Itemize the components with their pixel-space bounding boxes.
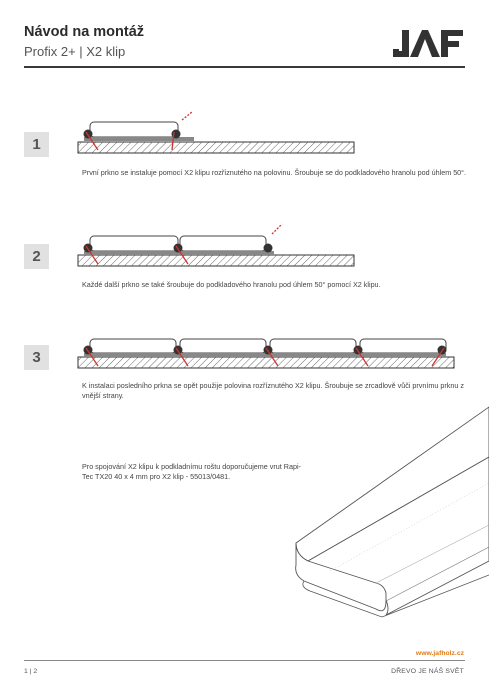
website-link[interactable]: www.jafholz.cz xyxy=(415,650,464,657)
clip-icon xyxy=(264,244,273,253)
step-3-badge: 3 xyxy=(24,345,49,370)
board-profile-illustration xyxy=(290,405,489,623)
step-2-text: Každé další prkno se také šroubuje do podkladového hranolu pod úhlem 50° pomocí X2 klipu. xyxy=(82,280,381,289)
support-beam xyxy=(78,142,354,153)
deck-board xyxy=(180,339,266,353)
deck-board xyxy=(90,122,178,137)
footer-divider xyxy=(24,660,465,661)
header-divider xyxy=(24,66,465,68)
step-1-diagram xyxy=(76,112,358,156)
jaf-logo xyxy=(391,27,465,60)
screw-icon xyxy=(182,112,192,120)
deck-board xyxy=(360,339,446,353)
step-2-diagram xyxy=(76,222,358,268)
screw-recommendation-note: Pro spojování X2 klipu k podkladnímu roštu doporučujeme vrut Rapi-Tec TX20 40 x 4 mm pro X2 klip - 55013/0481. xyxy=(82,462,301,481)
step-3-diagram xyxy=(76,334,458,376)
step-2-badge: 2 xyxy=(24,244,49,269)
clip-base xyxy=(84,353,446,357)
deck-board xyxy=(90,339,176,353)
page-subtitle: Profix 2+ | X2 klip xyxy=(24,44,126,59)
step-1-badge: 1 xyxy=(24,132,49,157)
step-1-text: První prkno se instaluje pomocí X2 klipu rozříznutého na polovinu. Šroubuje se do podkladového hranolu pod úhlem 50°. xyxy=(82,168,467,177)
deck-board xyxy=(90,236,178,251)
deck-board xyxy=(180,236,266,251)
support-beam xyxy=(78,357,454,368)
footer-slogan: DŘEVO JE NÁŠ SVĚT xyxy=(391,668,464,675)
screw-icon xyxy=(272,224,282,234)
support-beam xyxy=(78,255,354,266)
page-number: 1 | 2 xyxy=(24,668,38,675)
step-3-text: K instalaci posledního prkna se opět použije polovina rozříznutého X2 klipu. Šroubuje se zrcadlově vůči prvnímu prknu z vnější strany. xyxy=(82,381,464,400)
deck-board xyxy=(270,339,356,353)
page-title: Návod na montáž xyxy=(24,24,145,40)
